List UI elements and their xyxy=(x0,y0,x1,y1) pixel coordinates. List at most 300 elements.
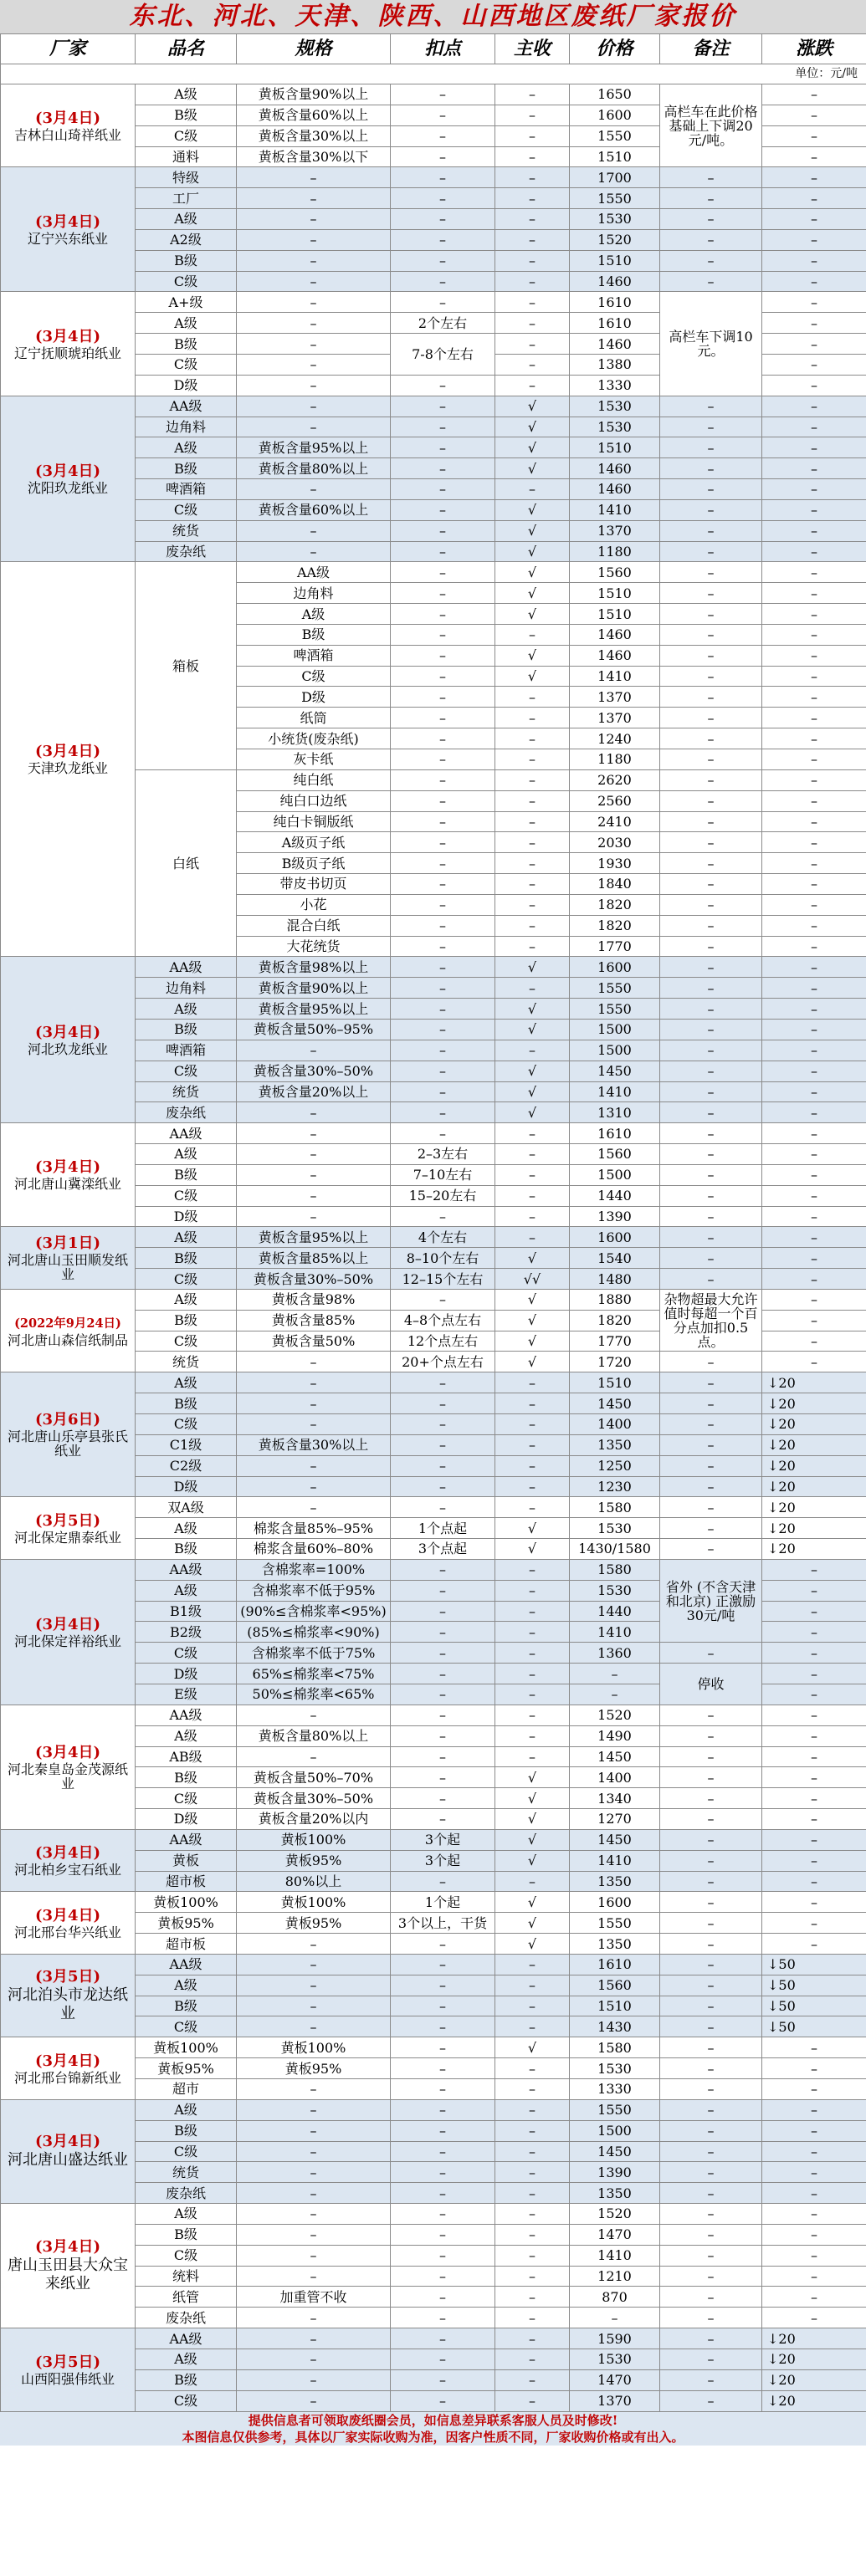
table-cell: 1450 xyxy=(570,1061,660,1081)
table-cell: 4–8个点左右 xyxy=(391,1310,495,1331)
table-cell: – xyxy=(391,1206,495,1227)
table-cell: – xyxy=(391,2099,495,2120)
table-cell: 混合白纸 xyxy=(237,915,391,936)
table-cell: 1550 xyxy=(570,999,660,1020)
table-cell: – xyxy=(237,1352,391,1372)
table-cell: 7–10左右 xyxy=(391,1164,495,1185)
table-cell: 黄板含量95%以上 xyxy=(237,437,391,458)
table-cell: – xyxy=(762,687,866,708)
factory-name: 河北玖龙纸业 xyxy=(27,1040,108,1057)
table-cell: – xyxy=(660,1518,762,1539)
table-cell: – xyxy=(391,271,495,292)
table-cell: – xyxy=(237,375,391,396)
table-cell: – xyxy=(237,292,391,313)
table-cell: – xyxy=(495,2204,570,2225)
table-cell: – xyxy=(237,2183,391,2204)
table-cell: AA级 xyxy=(136,1559,237,1580)
table-cell: – xyxy=(660,2287,762,2308)
table-cell: – xyxy=(762,2287,866,2308)
table-cell: 1240 xyxy=(570,728,660,749)
factory-cell xyxy=(1,292,136,396)
table-cell: – xyxy=(762,1081,866,1102)
table-cell: – xyxy=(495,1601,570,1622)
table-cell: – xyxy=(762,1601,866,1622)
table-cell: – xyxy=(495,2245,570,2266)
table-cell: – xyxy=(391,936,495,957)
table-cell: – xyxy=(762,2245,866,2266)
table-cell: – xyxy=(495,1040,570,1061)
table-cell: – xyxy=(660,2349,762,2369)
factory-name: 河北唐山森信纸制品 xyxy=(7,1331,128,1348)
factory-date: (3月4日) xyxy=(34,2238,101,2257)
table-cell: 双A级 xyxy=(136,1497,237,1518)
remark-cell: 停收 xyxy=(660,1664,762,1705)
table-cell: A级 xyxy=(136,1975,237,1996)
table-cell: – xyxy=(762,2141,866,2162)
table-cell: 1410 xyxy=(570,666,660,687)
table-row xyxy=(1,1954,866,1975)
table-cell: A级 xyxy=(136,209,237,230)
table-cell: – xyxy=(495,125,570,146)
table-cell: – xyxy=(495,1684,570,1705)
table-cell: 1720 xyxy=(570,1352,660,1372)
table-cell: – xyxy=(660,2390,762,2411)
table-cell: – xyxy=(762,2224,866,2245)
table-cell: 超市板 xyxy=(136,1871,237,1892)
table-cell: – xyxy=(237,2079,391,2100)
table-cell: – xyxy=(660,2162,762,2183)
table-cell: 1350 xyxy=(570,2183,660,2204)
table-cell: 2个左右 xyxy=(391,313,495,334)
factory-date: (3月6日) xyxy=(34,1411,101,1429)
table-cell: – xyxy=(237,1746,391,1767)
table-cell: – xyxy=(762,2308,866,2328)
change-cell: ↓20 xyxy=(762,1476,866,1497)
table-cell: – xyxy=(495,2099,570,2120)
table-cell: C级 xyxy=(136,2141,237,2162)
table-row xyxy=(1,2328,866,2349)
table-cell: – xyxy=(762,1185,866,1206)
table-cell: 1530 xyxy=(570,209,660,230)
table-cell: 1410 xyxy=(570,2245,660,2266)
table-cell: – xyxy=(391,1102,495,1123)
table-cell: – xyxy=(237,2204,391,2225)
table-cell: 1820 xyxy=(570,1310,660,1331)
table-cell: C级 xyxy=(136,271,237,292)
change-cell: ↓20 xyxy=(762,2328,866,2349)
table-cell: 超市 xyxy=(136,2079,237,2100)
table-cell: – xyxy=(391,1081,495,1102)
table-cell: A级 xyxy=(136,2099,237,2120)
table-cell: – xyxy=(762,1788,866,1809)
change-cell: ↓20 xyxy=(762,1539,866,1560)
table-cell: √ xyxy=(495,1081,570,1102)
table-cell: – xyxy=(660,624,762,645)
table-cell: – xyxy=(495,2079,570,2100)
page-title: 东北、河北、天津、陕西、山西地区废纸厂家报价 xyxy=(0,0,866,33)
table-cell: 2–3左右 xyxy=(391,1144,495,1165)
factory-name: 河北泊头市龙达纸业 xyxy=(8,1986,128,2023)
table-cell: √ xyxy=(495,1248,570,1269)
table-cell: – xyxy=(391,2328,495,2349)
table-cell: √ xyxy=(495,2037,570,2058)
table-cell: – xyxy=(391,1996,495,2016)
factory-cell xyxy=(1,2037,136,2100)
table-cell: √ xyxy=(495,437,570,458)
change-cell: ↓20 xyxy=(762,1518,866,1539)
table-cell: E级 xyxy=(136,1684,237,1705)
remark-cell: 高栏车下调10元。 xyxy=(660,292,762,396)
table-cell: – xyxy=(391,1934,495,1955)
table-cell: C级 xyxy=(136,1414,237,1435)
table-cell: 1350 xyxy=(570,1934,660,1955)
table-cell: – xyxy=(391,687,495,708)
table-cell: – xyxy=(391,2016,495,2037)
factory-date: (2022年9月24日) xyxy=(14,1316,121,1331)
table-cell: 1600 xyxy=(570,1892,660,1913)
table-cell: A+级 xyxy=(136,292,237,313)
table-cell: – xyxy=(660,396,762,417)
factory-date: (3月4日) xyxy=(34,1023,101,1041)
table-cell: A2级 xyxy=(136,229,237,250)
table-cell: AA级 xyxy=(136,1123,237,1144)
table-cell: 7-8个左右 xyxy=(391,334,495,376)
header-main-purchase: 主收 xyxy=(495,34,570,64)
table-row xyxy=(1,1497,866,1518)
table-cell: 黄板100% xyxy=(237,1892,391,1913)
table-cell: 特级 xyxy=(136,167,237,188)
table-cell: 箱板 xyxy=(136,562,237,769)
table-cell: – xyxy=(762,2099,866,2120)
table-cell: √ xyxy=(495,1809,570,1830)
table-cell: 1550 xyxy=(570,125,660,146)
table-cell: B级 xyxy=(136,334,237,355)
table-cell: 1510 xyxy=(570,583,660,604)
table-cell: 1470 xyxy=(570,2224,660,2245)
table-cell: – xyxy=(391,749,495,770)
table-cell: – xyxy=(660,1871,762,1892)
table-cell: – xyxy=(762,84,866,105)
table-row xyxy=(1,84,866,105)
table-cell: – xyxy=(237,2120,391,2141)
table-cell: 1510 xyxy=(570,437,660,458)
table-cell: – xyxy=(660,1455,762,1476)
table-cell: – xyxy=(660,604,762,625)
table-cell: 1330 xyxy=(570,2079,660,2100)
table-cell: 1540 xyxy=(570,1248,660,1269)
table-cell: – xyxy=(495,915,570,936)
table-cell: – xyxy=(660,769,762,790)
table-cell: √ xyxy=(495,541,570,562)
table-cell: – xyxy=(660,1476,762,1497)
table-row xyxy=(1,1892,866,1913)
remark-cell: 省外 (不含天津和北京) 正激励30元/吨 xyxy=(660,1559,762,1642)
table-cell: 1210 xyxy=(570,2266,660,2287)
table-cell: – xyxy=(391,1497,495,1518)
table-cell: D级 xyxy=(136,1476,237,1497)
table-cell: – xyxy=(391,417,495,437)
table-cell: AB级 xyxy=(136,1746,237,1767)
table-cell: 1180 xyxy=(570,749,660,770)
change-cell: ↓20 xyxy=(762,1393,866,1414)
table-cell: – xyxy=(391,520,495,541)
table-cell: 1250 xyxy=(570,1455,660,1476)
table-cell: – xyxy=(660,978,762,999)
table-cell: – xyxy=(391,1414,495,1435)
table-cell: – xyxy=(391,458,495,479)
table-cell: – xyxy=(391,250,495,271)
factory-date: (3月1日) xyxy=(34,1234,101,1253)
table-cell: – xyxy=(762,354,866,375)
table-cell: √ xyxy=(495,1913,570,1934)
table-cell: – xyxy=(237,1144,391,1165)
table-cell: – xyxy=(495,769,570,790)
table-cell: – xyxy=(660,666,762,687)
factory-date: (3月5日) xyxy=(34,1511,101,1530)
table-cell: D级 xyxy=(136,1664,237,1684)
table-cell: – xyxy=(762,1206,866,1227)
table-cell: – xyxy=(660,562,762,583)
table-cell: 1550 xyxy=(570,1913,660,1934)
table-cell: 黄板95% xyxy=(136,2058,237,2079)
table-cell: – xyxy=(237,2390,391,2411)
table-cell: – xyxy=(237,1372,391,1393)
table-cell: – xyxy=(237,2349,391,2369)
table-cell: 棉浆含量60%–80% xyxy=(237,1539,391,1560)
table-cell: – xyxy=(762,1746,866,1767)
table-cell: A级 xyxy=(136,1518,237,1539)
table-cell: – xyxy=(495,479,570,500)
table-cell: – xyxy=(237,354,391,375)
table-cell: – xyxy=(762,1123,866,1144)
table-cell: – xyxy=(660,853,762,874)
table-row xyxy=(1,1123,866,1144)
table-cell: 1880 xyxy=(570,1289,660,1310)
table-cell: 1610 xyxy=(570,292,660,313)
table-cell: – xyxy=(391,853,495,874)
table-cell: 黄板100% xyxy=(237,1829,391,1850)
table-cell: 1700 xyxy=(570,167,660,188)
table-cell: – xyxy=(391,396,495,417)
table-cell: 1400 xyxy=(570,1414,660,1435)
table-cell: – xyxy=(391,728,495,749)
table-cell: 边角料 xyxy=(136,978,237,999)
table-cell: 1770 xyxy=(570,1331,660,1352)
table-cell: – xyxy=(391,583,495,604)
table-cell: C级 xyxy=(136,499,237,520)
table-cell: – xyxy=(237,1996,391,2016)
table-cell: 1490 xyxy=(570,1725,660,1746)
factory-name: 天津玖龙纸业 xyxy=(27,760,108,777)
table-cell: 边角料 xyxy=(237,583,391,604)
table-cell: – xyxy=(237,313,391,334)
table-cell: – xyxy=(660,1705,762,1725)
table-cell: – xyxy=(237,1497,391,1518)
table-cell: – xyxy=(660,2120,762,2141)
table-cell: B级 xyxy=(136,105,237,125)
table-cell: – xyxy=(391,666,495,687)
table-cell: 1410 xyxy=(570,1081,660,1102)
table-cell: 1510 xyxy=(570,146,660,167)
table-cell: – xyxy=(762,209,866,230)
table-cell: – xyxy=(495,292,570,313)
table-cell: – xyxy=(660,728,762,749)
factory-name: 河北唐山乐亭县张氏纸业 xyxy=(7,1429,128,1459)
table-cell: 1560 xyxy=(570,1144,660,1165)
table-cell: 黄板含量30%以上 xyxy=(237,125,391,146)
table-cell: – xyxy=(495,2058,570,2079)
table-cell: 2030 xyxy=(570,832,660,853)
factory-cell xyxy=(1,167,136,292)
table-cell: – xyxy=(495,894,570,915)
table-cell: 1440 xyxy=(570,1185,660,1206)
table-cell: 1310 xyxy=(570,1102,660,1123)
table-cell: B级 xyxy=(136,1019,237,1040)
table-cell: – xyxy=(391,1372,495,1393)
table-cell: √ xyxy=(495,562,570,583)
table-cell: – xyxy=(391,1559,495,1580)
table-cell: 黄板含量30%–50% xyxy=(237,1788,391,1809)
table-cell: C2级 xyxy=(136,1455,237,1476)
table-cell: – xyxy=(237,1040,391,1061)
table-cell: – xyxy=(391,1434,495,1455)
table-cell: – xyxy=(762,313,866,334)
table-cell: 1520 xyxy=(570,2204,660,2225)
table-cell: – xyxy=(495,811,570,832)
table-cell: – xyxy=(762,1352,866,1372)
table-cell: – xyxy=(660,708,762,728)
table-cell: 1840 xyxy=(570,874,660,895)
table-cell: – xyxy=(660,936,762,957)
table-cell: 废杂纸 xyxy=(136,2308,237,2328)
table-cell: – xyxy=(495,2141,570,2162)
table-cell: – xyxy=(660,1206,762,1227)
table-cell: – xyxy=(495,749,570,770)
header-factory: 厂家 xyxy=(1,34,136,64)
table-cell: – xyxy=(495,1414,570,1435)
table-cell: – xyxy=(762,458,866,479)
table-cell: – xyxy=(495,874,570,895)
table-cell: – xyxy=(660,874,762,895)
table-cell: 1430 xyxy=(570,2016,660,2037)
table-cell: (85%≤棉浆率<90%) xyxy=(237,1622,391,1643)
table-cell: – xyxy=(391,2349,495,2369)
table-cell: – xyxy=(495,2308,570,2328)
table-cell: – xyxy=(660,2141,762,2162)
table-cell: – xyxy=(237,1954,391,1975)
table-cell: 含棉浆率不低于75% xyxy=(237,1643,391,1664)
table-cell: C级 xyxy=(136,1269,237,1290)
table-cell: 纯白纸 xyxy=(237,769,391,790)
table-cell: B级 xyxy=(136,458,237,479)
table-cell: 纯白口边纸 xyxy=(237,790,391,811)
table-cell: – xyxy=(237,2328,391,2349)
table-cell: – xyxy=(762,999,866,1020)
table-cell: – xyxy=(391,2162,495,2183)
table-cell: C级 xyxy=(136,2245,237,2266)
table-cell: 20+个点左右 xyxy=(391,1352,495,1372)
table-cell: √ xyxy=(495,1850,570,1871)
factory-name: 河北保定祥裕纸业 xyxy=(13,1633,121,1649)
table-cell: 黄板含量98% xyxy=(237,1289,391,1310)
table-cell: 1510 xyxy=(570,1996,660,2016)
table-cell: – xyxy=(237,1185,391,1206)
table-cell: – xyxy=(762,1559,866,1580)
table-cell: – xyxy=(495,1975,570,1996)
table-cell: 1590 xyxy=(570,2328,660,2349)
factory-date: (3月5日) xyxy=(34,1968,101,1986)
table-cell: – xyxy=(660,458,762,479)
table-cell: – xyxy=(762,1892,866,1913)
table-cell: – xyxy=(660,832,762,853)
table-cell: – xyxy=(391,790,495,811)
table-cell: – xyxy=(391,2079,495,2100)
table-cell: B级 xyxy=(136,1996,237,2016)
table-cell: B级 xyxy=(136,1539,237,1560)
table-cell: 1600 xyxy=(570,957,660,978)
table-cell: A级 xyxy=(136,1725,237,1746)
table-cell: – xyxy=(660,271,762,292)
table-cell: – xyxy=(495,978,570,999)
table-cell: – xyxy=(495,853,570,874)
table-cell: – xyxy=(391,167,495,188)
factory-name: 河北邢台锦新纸业 xyxy=(13,2069,121,2086)
table-cell: √ xyxy=(495,1310,570,1331)
table-cell: C级 xyxy=(237,666,391,687)
change-cell: ↓20 xyxy=(762,2390,866,2411)
table-cell: 统料 xyxy=(136,2266,237,2287)
table-cell: A级 xyxy=(136,1372,237,1393)
table-cell: 黄板含量60%以上 xyxy=(237,105,391,125)
table-cell: 1510 xyxy=(570,604,660,625)
table-cell: – xyxy=(391,209,495,230)
table-cell: – xyxy=(762,2183,866,2204)
table-cell: – xyxy=(762,1019,866,1040)
table-cell: – xyxy=(391,105,495,125)
table-cell: – xyxy=(391,479,495,500)
table-cell: – xyxy=(391,1809,495,1830)
table-cell: – xyxy=(495,375,570,396)
table-cell: – xyxy=(237,1164,391,1185)
factory-name: 唐山玉田县大众宝来纸业 xyxy=(8,2257,128,2293)
table-cell: A级 xyxy=(136,1580,237,1601)
table-cell: – xyxy=(391,541,495,562)
table-cell: – xyxy=(391,2287,495,2308)
table-cell: 1500 xyxy=(570,2120,660,2141)
table-cell: – xyxy=(391,1580,495,1601)
table-cell: √ xyxy=(495,1829,570,1850)
factory-date: (3月4日) xyxy=(34,1158,101,1177)
table-cell: – xyxy=(237,520,391,541)
table-cell: – xyxy=(495,1871,570,1892)
table-cell: – xyxy=(391,1767,495,1788)
factory-cell xyxy=(1,84,136,167)
table-cell: – xyxy=(660,811,762,832)
table-cell: – xyxy=(762,125,866,146)
table-cell: – xyxy=(495,624,570,645)
table-cell: – xyxy=(762,1248,866,1269)
table-cell: AA级 xyxy=(136,1829,237,1850)
table-cell: – xyxy=(391,915,495,936)
table-cell: 1930 xyxy=(570,853,660,874)
factory-cell xyxy=(1,1123,136,1227)
table-cell: – xyxy=(762,2120,866,2141)
table-cell: 1530 xyxy=(570,417,660,437)
table-cell: – xyxy=(660,2245,762,2266)
table-cell: – xyxy=(660,957,762,978)
table-cell: – xyxy=(495,728,570,749)
table-cell: – xyxy=(391,769,495,790)
